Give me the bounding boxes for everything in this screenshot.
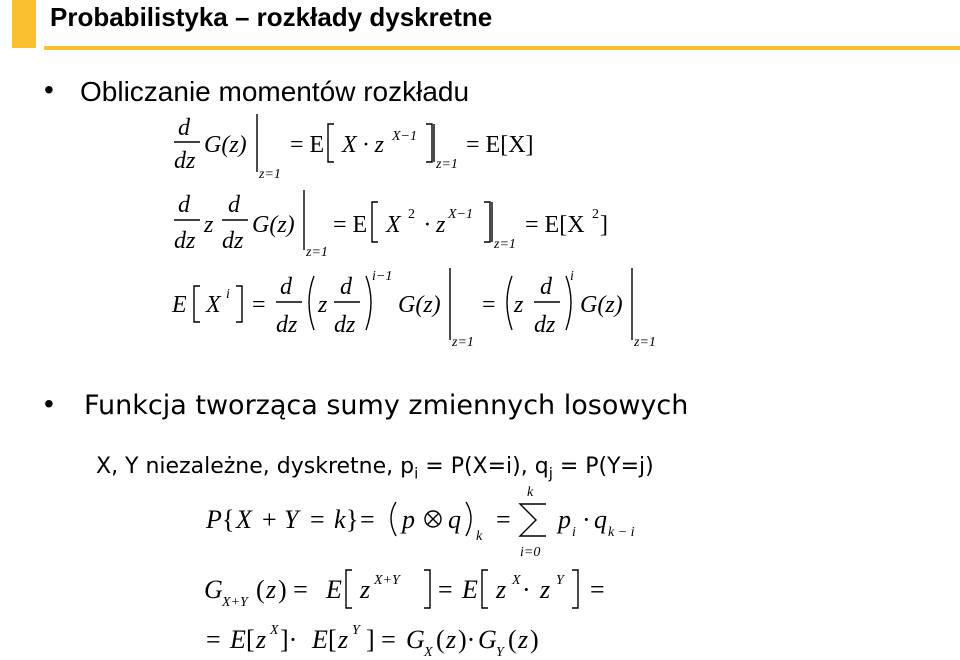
svg-text:G(z): G(z)	[398, 292, 441, 318]
formula-convolution	[205, 485, 635, 560]
formula-second-moment	[174, 190, 608, 260]
svg-text:[: [	[328, 625, 337, 654]
svg-text:X: X	[270, 623, 279, 638]
svg-text:·: ·	[582, 505, 591, 534]
svg-text:q: q	[448, 505, 461, 534]
svg-text:]·: ]·	[280, 625, 298, 654]
svg-text:i=0: i=0	[520, 545, 541, 560]
svg-text:k: k	[334, 505, 346, 534]
svg-text:z: z	[318, 292, 328, 318]
svg-text:2: 2	[408, 207, 415, 222]
svg-text:k: k	[527, 485, 534, 500]
svg-text:=: =	[310, 505, 325, 534]
svg-text:= E: = E	[290, 132, 325, 158]
svg-text:G(z): G(z)	[252, 212, 295, 238]
formula-generating-product	[206, 623, 539, 660]
svg-text:E: E	[172, 292, 187, 318]
svg-text:p: p	[402, 505, 415, 534]
svg-text:E: E	[312, 625, 328, 654]
svg-text:X: X	[424, 645, 433, 660]
slide-title: Probabilistyka – rozkłady dyskretne	[50, 2, 493, 32]
svg-text:d: d	[228, 192, 240, 218]
svg-text:]: ]	[600, 212, 608, 238]
svg-text:=: =	[590, 575, 605, 604]
svg-text:X: X	[386, 212, 401, 238]
svg-text:· z: · z	[424, 212, 446, 238]
svg-text:p: p	[558, 505, 571, 534]
svg-text:dz: dz	[174, 148, 196, 174]
svg-text:dz: dz	[334, 312, 356, 338]
svg-text:(: (	[436, 625, 445, 654]
svg-text:dz: dz	[222, 228, 244, 254]
svg-text:{: {	[222, 505, 235, 534]
svg-text:dz: dz	[534, 312, 556, 338]
svg-text:z=1: z=1	[259, 167, 281, 182]
svg-text:z: z	[204, 212, 214, 238]
svg-text:z=1: z=1	[494, 237, 516, 252]
svg-text:= E[X]: = E[X]	[466, 132, 534, 158]
svg-text:X · z: X · z	[342, 132, 384, 158]
svg-text:X−1: X−1	[392, 129, 417, 144]
svg-text:] =: ] =	[366, 625, 396, 654]
svg-text:X: X	[512, 573, 521, 588]
svg-text:) =: ) =	[278, 575, 308, 604]
svg-text:= E: = E	[333, 212, 368, 238]
svg-text:d: d	[340, 274, 352, 300]
svg-text:(: (	[508, 625, 517, 654]
svg-text:z: z	[256, 625, 267, 654]
svg-text:X: X	[236, 505, 252, 534]
svg-text:i: i	[226, 287, 230, 302]
svg-text:i−1: i−1	[372, 269, 393, 284]
svg-text:dz: dz	[174, 228, 196, 254]
svg-text:z: z	[360, 575, 371, 604]
svg-text:·: ·	[522, 575, 531, 604]
svg-text:z=1: z=1	[452, 335, 474, 350]
bullet-dot: •	[44, 388, 54, 419]
svg-text:X+Y: X+Y	[374, 573, 400, 588]
svg-text:dz: dz	[276, 312, 298, 338]
svg-text:z: z	[514, 292, 524, 318]
svg-text:=: =	[252, 292, 266, 318]
svg-text:}: }	[346, 505, 359, 534]
svg-text:i: i	[572, 525, 576, 540]
svg-text:z: z	[266, 575, 277, 604]
bullet-generating-function-heading: Funkcja tworząca sumy zmiennych losowych	[84, 390, 689, 421]
svg-text:G: G	[406, 625, 425, 654]
svg-text:z: z	[446, 625, 457, 654]
bullet-moments-heading: Obliczanie momentów rozkładu	[80, 76, 470, 107]
svg-text:G(z): G(z)	[580, 292, 623, 318]
formula-ith-moment	[171, 268, 656, 350]
svg-text:X−1: X−1	[448, 207, 473, 222]
svg-text:Y: Y	[352, 623, 360, 638]
svg-text:G: G	[204, 575, 223, 604]
svg-text:z: z	[496, 575, 507, 604]
svg-text:Y: Y	[556, 573, 564, 588]
svg-text:= E[X: = E[X	[525, 212, 585, 238]
svg-text:E: E	[462, 575, 478, 604]
svg-text:z=1: z=1	[306, 245, 328, 260]
svg-text:Y: Y	[284, 505, 299, 534]
svg-text:k: k	[476, 529, 483, 544]
formula-generating-sum	[204, 570, 605, 610]
svg-text:E: E	[230, 625, 246, 654]
svg-text:): )	[530, 625, 539, 654]
svg-text:=: =	[438, 575, 453, 604]
svg-text:=: =	[206, 625, 221, 654]
svg-text:z: z	[518, 625, 529, 654]
svg-text:d: d	[280, 274, 292, 300]
formula-first-moment	[174, 114, 534, 182]
svg-text:)·: )·	[458, 625, 476, 654]
svg-text:k − i: k − i	[608, 525, 635, 540]
svg-text:z=1: z=1	[436, 157, 458, 172]
svg-text:X+Y: X+Y	[222, 595, 248, 610]
independence-statement: X, Y niezależne, dyskretne, $p_i = P(X=i)$, $q_j = P(Y=j)$	[96, 454, 654, 483]
bullet-dot: •	[44, 74, 54, 105]
svg-text:z=1: z=1	[634, 335, 656, 350]
svg-text:=: =	[482, 292, 496, 318]
svg-text:[: [	[246, 625, 255, 654]
svg-text:=: =	[360, 505, 375, 534]
svg-text:z: z	[338, 625, 349, 654]
svg-text:Y: Y	[496, 645, 504, 660]
svg-text:d: d	[178, 192, 190, 218]
svg-text:P: P	[206, 505, 222, 534]
svg-text:X: X	[206, 292, 221, 318]
svg-text:(: (	[256, 575, 265, 604]
svg-text:q: q	[594, 505, 607, 534]
svg-text:+: +	[262, 505, 277, 534]
svg-text:i: i	[570, 269, 574, 284]
svg-text:G: G	[478, 625, 497, 654]
svg-text:z: z	[540, 575, 551, 604]
svg-text:G(z): G(z)	[204, 132, 247, 158]
svg-text:E: E	[326, 575, 342, 604]
svg-text:d: d	[540, 274, 552, 300]
svg-text:=: =	[496, 505, 511, 534]
svg-text:2: 2	[592, 207, 599, 222]
svg-text:d: d	[178, 115, 190, 141]
